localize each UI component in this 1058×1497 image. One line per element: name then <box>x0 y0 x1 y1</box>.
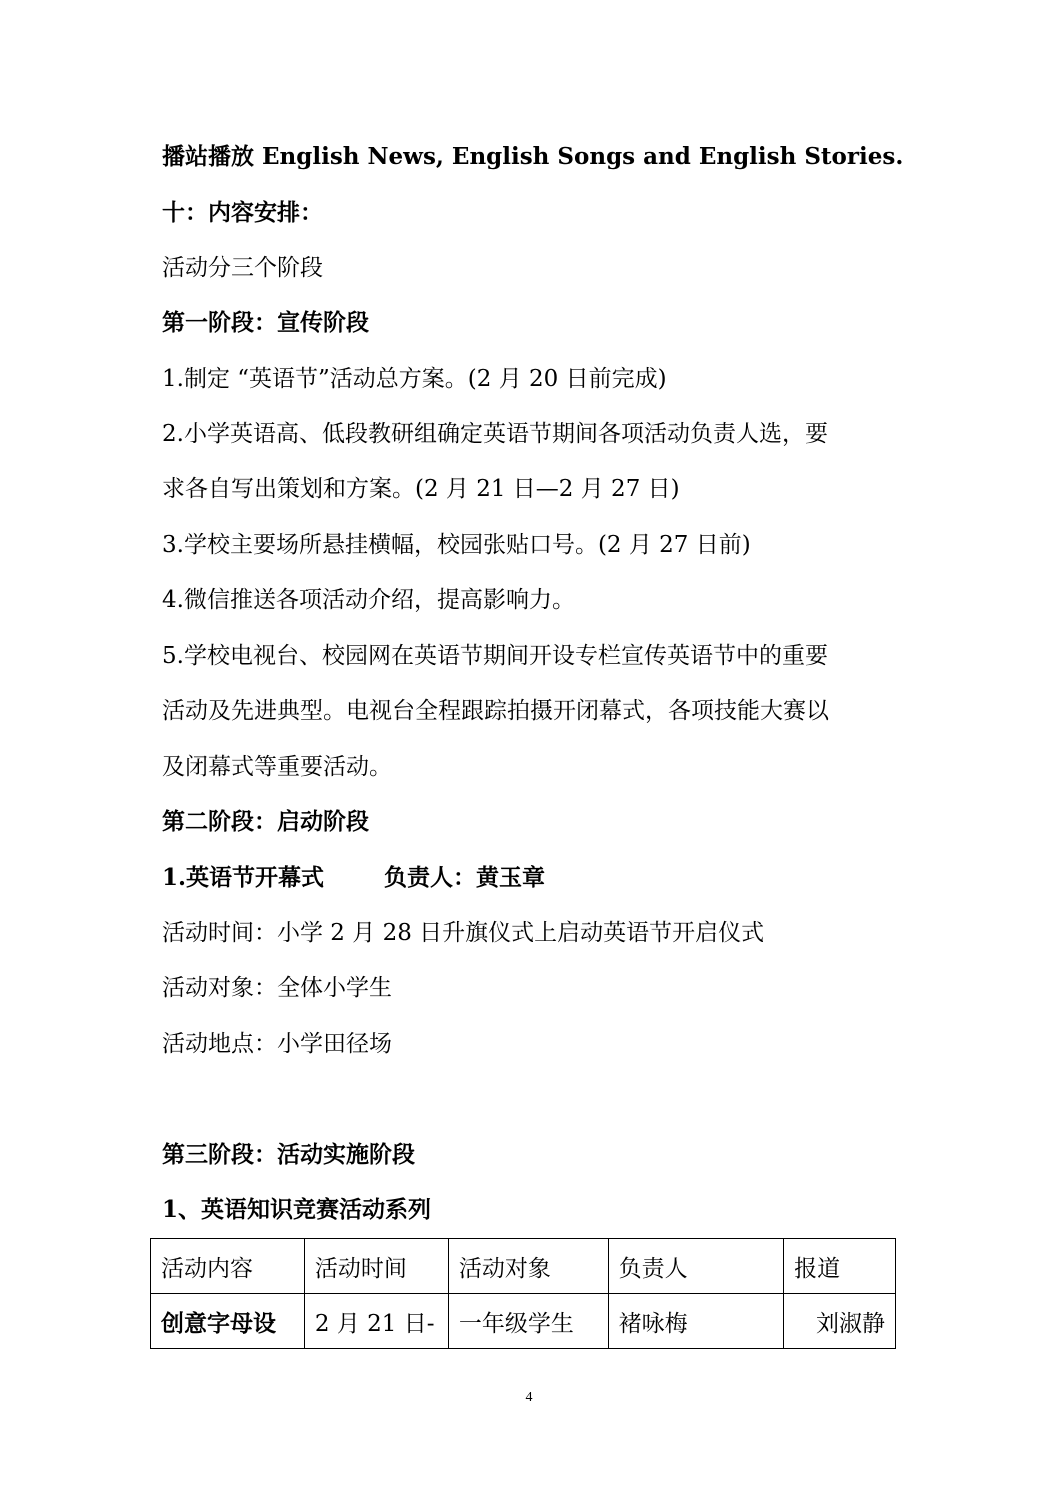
paragraph-line: 1.制定 “英语节”活动总方案。(2 月 20 日前完成) <box>162 366 667 392</box>
table-header-cell: 活动时间 <box>304 1239 448 1294</box>
table-header-cell: 负责人 <box>608 1239 783 1294</box>
activity-time: 活动时间：小学 2 月 28 日升旗仪式上启动英语节开启仪式 <box>162 920 765 946</box>
phase-heading: 第一阶段：宣传阶段 <box>162 309 369 336</box>
paragraph-line: 5.学校电视台、校园网在英语节期间开设专栏宣传英语节中的重要 <box>162 643 828 669</box>
activity-target: 活动对象：全体小学生 <box>162 975 392 1001</box>
phase-heading: 第二阶段：启动阶段 <box>162 808 369 835</box>
paragraph-line: 3.学校主要场所悬挂横幅，校园张贴口号。(2 月 27 日前) <box>162 532 751 558</box>
table-cell: 一年级学生 <box>448 1294 608 1349</box>
activity-location: 活动地点：小学田径场 <box>162 1031 392 1057</box>
opening-title: 1.英语节开幕式 <box>162 864 325 891</box>
table-cell: 刘淑静 <box>784 1294 896 1349</box>
paragraph-line: 活动分三个阶段 <box>162 255 323 281</box>
table-header-row <box>151 1239 896 1294</box>
table-row <box>151 1294 896 1349</box>
table-header-cell: 活动对象 <box>448 1239 608 1294</box>
paragraph-line: 活动及先进典型。电视台全程跟踪拍摄开闭幕式，各项技能大赛以 <box>162 698 829 724</box>
table-cell: 2 月 21 日- <box>304 1294 448 1349</box>
table-cell: 褚咏梅 <box>608 1294 783 1349</box>
paragraph-line: 求各自写出策划和方案。(2 月 21 日—2 月 27 日) <box>162 476 680 502</box>
table-cell: 创意字母设 <box>151 1294 305 1349</box>
table-header-cell: 活动内容 <box>151 1239 305 1294</box>
opening-ceremony-line <box>162 863 545 893</box>
paragraph-line: 4.微信推送各项活动介绍，提高影响力。 <box>162 587 575 613</box>
paragraph-line: 2.小学英语高、低段教研组确定英语节期间各项活动负责人选，要 <box>162 421 828 447</box>
series-heading: 1、英语知识竞赛活动系列 <box>162 1196 432 1223</box>
page-number: 4 <box>525 1390 533 1405</box>
section-heading: 十：内容安排： <box>162 199 323 226</box>
activity-table <box>150 1238 896 1349</box>
paragraph-line: 播站播放 English News, English Songs and English Stories. <box>162 143 904 170</box>
phase-heading: 第三阶段：活动实施阶段 <box>162 1141 415 1168</box>
paragraph-line: 及闭幕式等重要活动。 <box>162 754 392 780</box>
table-header-cell: 报道 <box>784 1239 896 1294</box>
opening-owner: 负责人：黄玉章 <box>384 864 546 891</box>
